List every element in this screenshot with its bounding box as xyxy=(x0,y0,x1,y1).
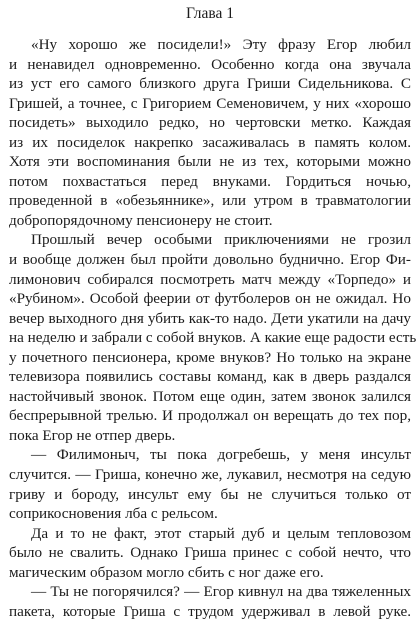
text-line: у почетного пенсионера, кроме внуков? Но только на экране xyxy=(9,348,411,366)
text-line: было не свалить. Однако Гриша принес с собой нечто, что xyxy=(9,544,411,562)
text-line: Прошлый вечер особыми приключениями не грозил xyxy=(31,231,411,249)
text-line: настойчивый звонок. Потом еще один, затем звонок залился xyxy=(9,387,411,405)
text-line: — Ты не погорячился? — Егор кивнул на два тяжеленных xyxy=(31,583,411,601)
text-line: вечер выходного дня убить как-то надо. Дети укатили на дачу xyxy=(9,309,411,327)
text-line: телевизора появились составы команд, как в дверь раздался xyxy=(9,368,411,386)
text-line: и ненавидел одновременно. Особенно когда она звучала xyxy=(9,55,411,73)
text-line: посидеть» выходило редко, но чертовски метко. Каждая xyxy=(9,114,411,132)
text-line: лимонович собирался посмотреть матч между «Торпедо» и xyxy=(9,270,411,288)
text-line: потом похвастаться перед внуками. Гордиться ночью, xyxy=(9,172,411,190)
text-line: пакета, которые Гриша с трудом удерживал в левой руке. xyxy=(9,602,411,620)
text-line: беспрерывной трелью. И продолжал он верещать до тех пор, xyxy=(9,407,411,425)
text-line: соприкосновения лба с рельсом. xyxy=(9,505,218,523)
text-line: гриву и бороду, инсульт ему бы не случиться только от xyxy=(9,485,411,503)
text-line: Гришей, а точнее, с Григорием Семеновичем, у них «хорошо xyxy=(9,94,411,112)
text-line: и вообще должен был пройти довольно буднично. Егор Фи- xyxy=(9,251,411,269)
chapter-title: Глава 1 xyxy=(185,5,235,22)
text-line: добропорядочному пенсионеру не стоит. xyxy=(9,211,273,229)
text-line: «Рубином». Особой феерии от футболеров он не ожидал. Но xyxy=(9,290,411,308)
text-line: пока Егор не отпер дверь. xyxy=(9,426,176,444)
chapter-text xyxy=(9,35,416,621)
text-line: проведенной в «обезьяннике», или утром в травматологии xyxy=(9,192,411,210)
text-line: случится. — Гриша, конечно же, лукавил, несмотря на седую xyxy=(9,466,411,484)
text-line: Хотя эти воспоминания были не из тех, которыми можно xyxy=(9,153,411,171)
text-line: «Ну хорошо же посидели!» Эту фразу Егор любил xyxy=(31,36,411,53)
text-line: магическим образом могло сбить с ног даже его. xyxy=(9,563,324,581)
text-line: на неделю и забрали с собой внуков. А какие еще радости есть xyxy=(9,329,416,347)
text-line: — Филимоныч, ты пока догребешь, у меня инсульт xyxy=(31,446,411,464)
text-line: из их посиделок накрепко засаживалась в память колом. xyxy=(9,133,411,151)
text-line: из уст его самого близкого друга Гриши Сидельникова. С xyxy=(9,75,411,93)
text-line: Да и то не факт, этот старый дуб и целым тепловозом xyxy=(31,524,411,542)
